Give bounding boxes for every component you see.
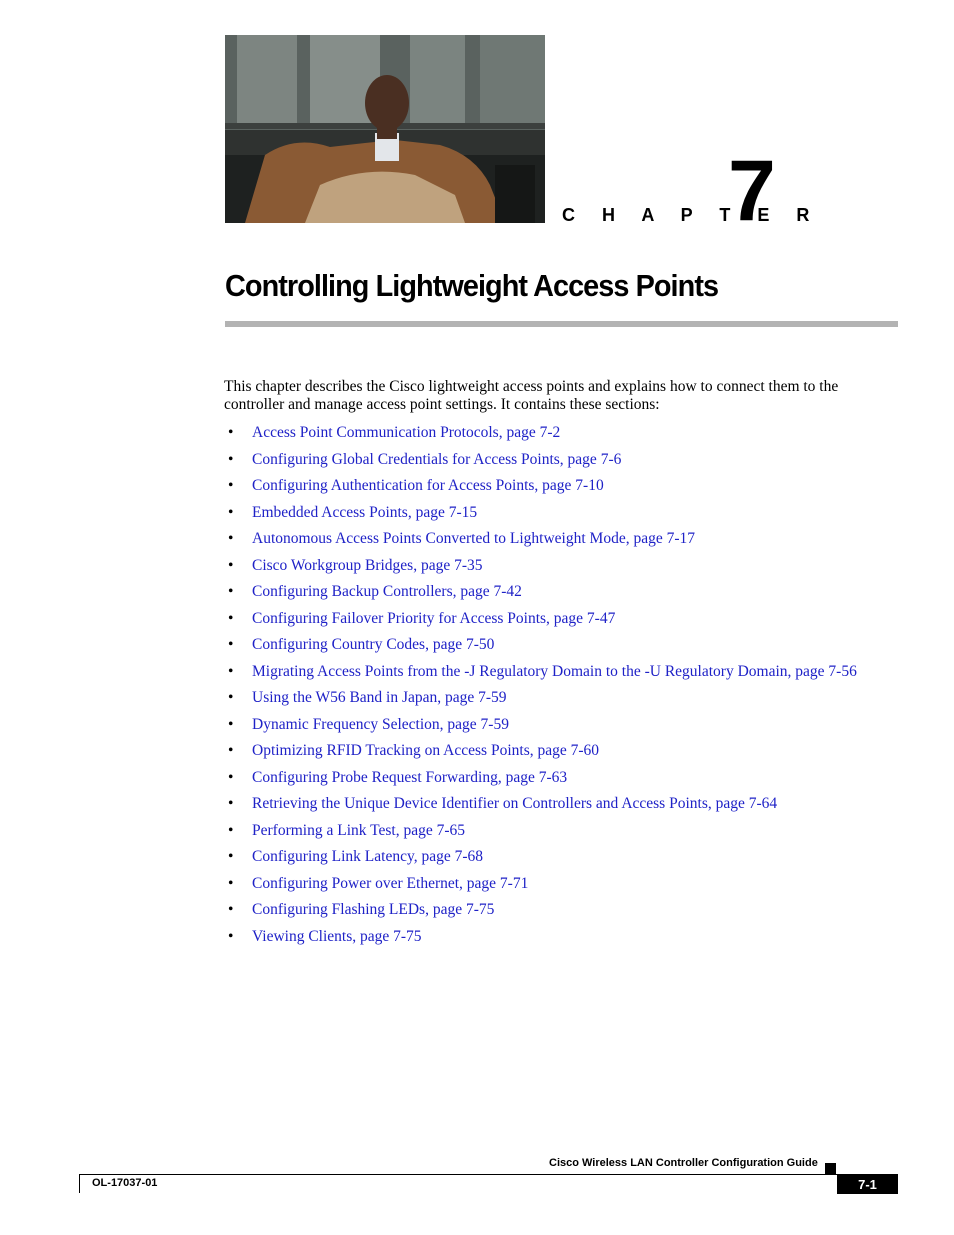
bullet: •: [228, 424, 234, 441]
list-item: [228, 819, 857, 846]
section-link[interactable]: Autonomous Access Points Converted to Lightweight Mode, page 7-17: [252, 530, 695, 547]
section-link[interactable]: Cisco Workgroup Bridges, page 7-35: [252, 556, 483, 574]
list-item: [228, 686, 857, 713]
bullet: •: [228, 530, 234, 547]
footer-doc-number: OL-17037-01: [92, 1177, 158, 1189]
footer-rule: [79, 1174, 898, 1175]
bullet: •: [228, 556, 234, 574]
section-link[interactable]: Performing a Link Test, page 7-65: [252, 821, 465, 839]
title-rule: [225, 321, 898, 327]
bullet: •: [228, 848, 234, 865]
list-item: [228, 872, 857, 899]
section-link[interactable]: Configuring Probe Request Forwarding, page 7-63: [252, 768, 568, 786]
chapter-number: 7: [728, 143, 774, 239]
list-item: [228, 845, 857, 872]
chapter-label: C H A P T E R: [562, 205, 821, 225]
list-item: [228, 792, 857, 819]
section-link[interactable]: Configuring Flashing LEDs, page 7-75: [252, 901, 495, 918]
section-link[interactable]: Configuring Power over Ethernet, page 7-71: [252, 874, 529, 892]
bullet: •: [228, 927, 234, 945]
list-item: [228, 474, 857, 501]
section-link[interactable]: Embedded Access Points, page 7-15: [252, 503, 478, 521]
section-link[interactable]: Access Point Communication Protocols, page 7-2: [252, 424, 561, 441]
bullet: •: [228, 901, 234, 918]
section-link[interactable]: Configuring Failover Priority for Access Points, page 7-47: [252, 609, 616, 627]
list-item: [228, 421, 857, 448]
list-item: [228, 766, 857, 793]
list-item: [228, 713, 857, 740]
section-link[interactable]: Configuring Country Codes, page 7-50: [252, 636, 495, 653]
bullet: •: [228, 477, 234, 494]
section-link[interactable]: Migrating Access Points from the -J Regulatory Domain to the -U Regulatory Domain, page 7-56: [252, 662, 857, 680]
footer-tick: [79, 1174, 80, 1193]
intro-paragraph: This chapter describes the Cisco lightweight access points and explains how to connect them to the controller and manage access point settings. It contains these sections:: [224, 378, 839, 413]
section-link[interactable]: Using the W56 Band in Japan, page 7-59: [252, 689, 507, 706]
bullet: •: [228, 715, 234, 733]
bullet: •: [228, 768, 234, 786]
list-item: [228, 898, 857, 925]
section-link[interactable]: Dynamic Frequency Selection, page 7-59: [252, 715, 509, 733]
section-link[interactable]: Configuring Link Latency, page 7-68: [252, 848, 484, 865]
bullet: •: [228, 821, 234, 839]
bullet: •: [228, 795, 234, 812]
list-item: [228, 554, 857, 581]
list-item: [228, 633, 857, 660]
section-link[interactable]: Optimizing RFID Tracking on Access Points, page 7-60: [252, 742, 600, 759]
list-item: [228, 580, 857, 607]
section-link[interactable]: Configuring Global Credentials for Access Points, page 7-6: [252, 450, 622, 468]
bullet: •: [228, 689, 234, 706]
footer-marker: [825, 1163, 836, 1174]
section-link[interactable]: Viewing Clients, page 7-75: [252, 927, 422, 945]
bullet: •: [228, 609, 234, 627]
chapter-photo: [225, 35, 545, 223]
bullet: •: [228, 662, 234, 680]
page-number: 7-1: [837, 1175, 898, 1194]
section-link[interactable]: Configuring Authentication for Access Points, page 7-10: [252, 477, 604, 494]
list-item: [228, 925, 857, 952]
bullet: •: [228, 874, 234, 892]
bullet: •: [228, 742, 234, 759]
bullet: •: [228, 583, 234, 600]
footer-guide-title: Cisco Wireless LAN Controller Configuration Guide: [549, 1157, 818, 1169]
section-list: [228, 421, 857, 951]
list-item: [228, 501, 857, 528]
bullet: •: [228, 503, 234, 521]
page-title: Controlling Lightweight Access Points: [225, 268, 719, 303]
bullet: •: [228, 450, 234, 468]
list-item: [228, 660, 857, 687]
list-item: [228, 739, 857, 766]
section-link[interactable]: Configuring Backup Controllers, page 7-42: [252, 583, 522, 600]
list-item: [228, 607, 857, 634]
list-item: [228, 448, 857, 475]
list-item: [228, 527, 857, 554]
bullet: •: [228, 636, 234, 653]
section-link[interactable]: Retrieving the Unique Device Identifier on Controllers and Access Points, page 7-64: [252, 795, 778, 812]
